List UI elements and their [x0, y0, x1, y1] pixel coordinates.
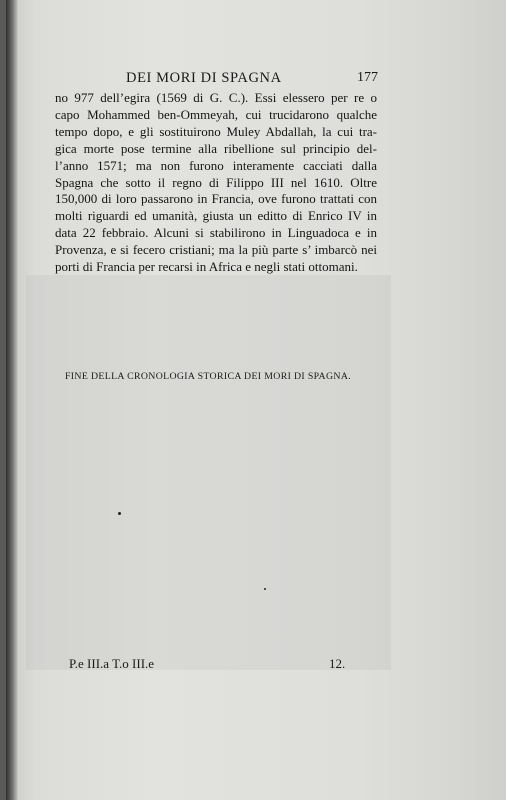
text-line: l’anno 1571; ma non furono interamente cacciati dalla: [55, 157, 377, 173]
book-page: [6, 0, 506, 800]
running-head: [86, 70, 376, 90]
text-line: Spagna che sotto il regno di Filippo III nel 1610. Oltre: [55, 174, 377, 190]
text-line: capo Mohammed ben-Ommeyah, cui trucidarono qualche: [55, 106, 377, 122]
text-line: Provenza, e si fecero cristiani; ma la più parte s’ imbarcò nei: [55, 242, 377, 258]
ink-speck: [264, 588, 266, 590]
text-line: no 977 dell’egira (1569 di G. C.). Essi elessero per re o: [55, 90, 377, 105]
end-note: FINE DELLA CRONOLOGIA STORICA DEI MORI DI SPAGNA.: [65, 371, 352, 382]
show-through-shadow: [26, 275, 391, 670]
text-line: porti di Francia per recarsi in Africa e negli stati ottomani.: [55, 259, 358, 275]
text-line: 150,000 di loro passarono in Francia, ove furono trattati con: [55, 191, 377, 207]
text-line: data 22 febbraio. Alcuni si stabilirono in Linguadoca e in: [55, 225, 377, 241]
signature-mark: P.e III.a T.o III.e: [69, 656, 155, 671]
sheet-number: 12.: [329, 656, 346, 671]
running-head-title: DEI MORI DI SPAGNA: [126, 70, 282, 86]
page-number: 177: [357, 70, 378, 85]
page-gutter-fold: [6, 0, 18, 800]
text-line: molti riguardi ed umanità, giusta un editto di Enrico IV in: [55, 208, 377, 224]
text-line: gica morte pose termine alla ribellione sul principio del-: [55, 140, 377, 156]
ink-speck: [118, 512, 121, 515]
body-paragraph: [55, 90, 377, 276]
text-line: tempo dopo, e gli sostituirono Muley Abdallah, la cui tra-: [55, 123, 377, 139]
